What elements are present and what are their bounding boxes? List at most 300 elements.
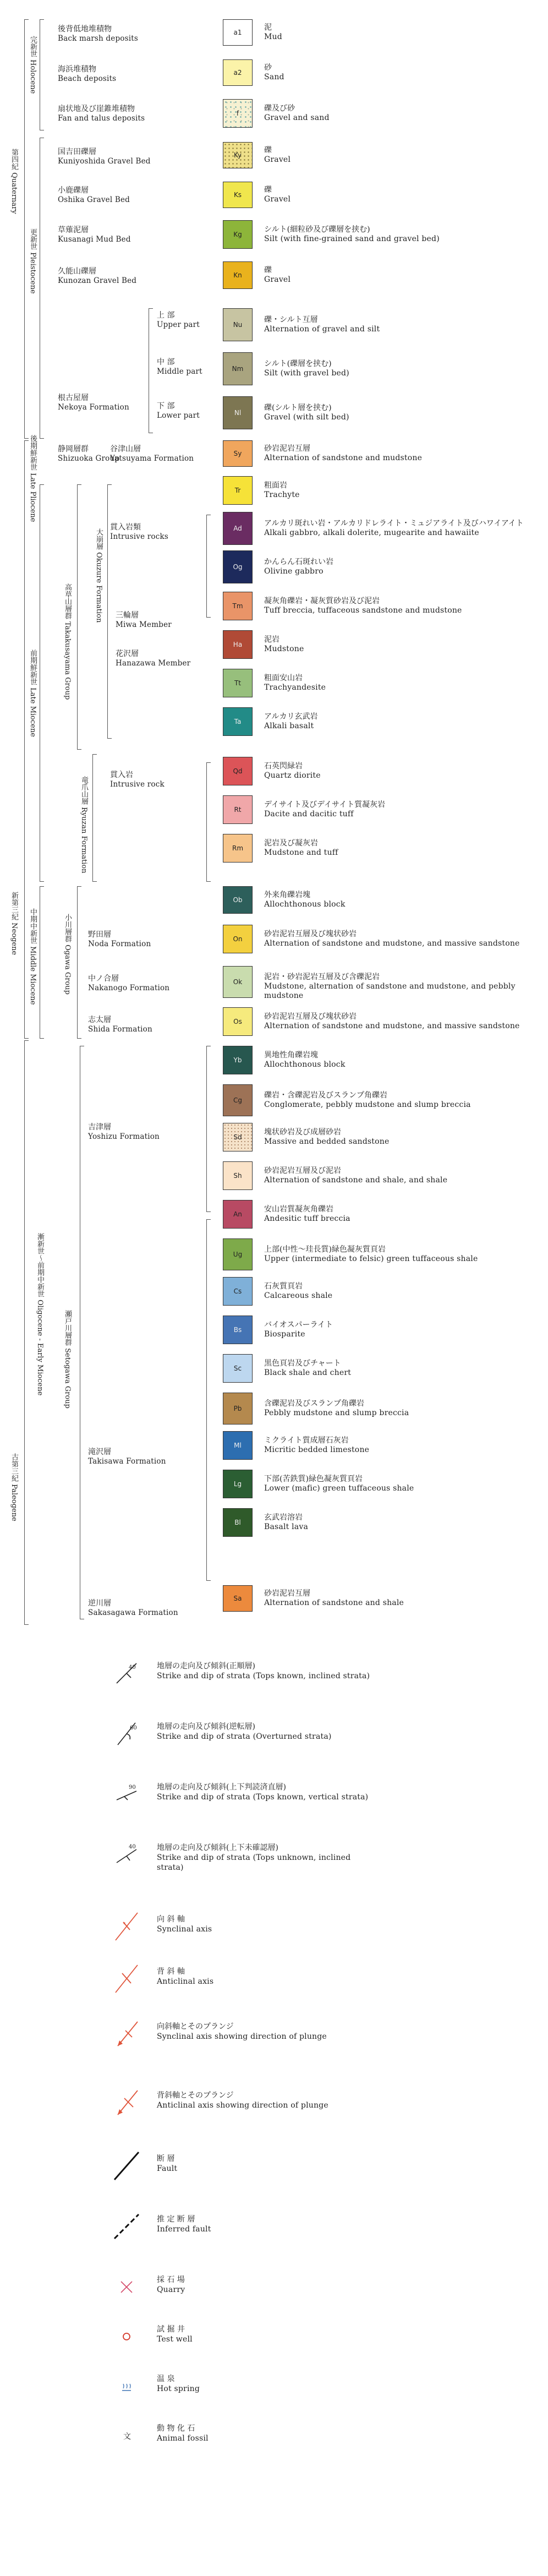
legend-description [264,674,326,692]
swatch-symbol: Pb [233,1405,242,1412]
symbol-label-jp: 地層の走向及び傾斜(上下判読済直層) [157,1783,286,1792]
symbol-label [157,2154,377,2174]
swatch-symbol: Kn [233,271,242,279]
legend-description [264,444,422,463]
description-en: Alternation of sandstone and shale [264,1598,404,1607]
symbol-label-en: Strike and dip of strata (Tops known, inclined strata) [157,1672,370,1680]
symbol-label [157,2214,377,2234]
description-jp: 安山岩質凝灰角礫岩 [264,1205,333,1214]
legend-description [264,104,330,123]
unit-name: 扇状地及び崖錐堆積物 Fan and talus deposits [58,105,145,123]
unit-name-yatsuyama: 谷津山層 Yatsuyama Formation [110,445,194,463]
strike-dip-vertical-icon [110,1778,143,1811]
legend-description [264,973,539,1001]
symbol-label [157,2091,377,2110]
legend-swatch [223,707,253,736]
unit-name: 久能山礫層 Kunozan Gravel Bed [58,267,137,285]
description-jp: 下部(苦鉄質)緑色凝灰質頁岩 [264,1475,363,1483]
symbol-label [157,2324,377,2344]
unit-name: 逆川層 Sakasagawa Formation [88,1599,178,1617]
symbol-label [157,2022,377,2042]
unit-name: 上 部 Upper part [157,311,200,329]
legend-description [264,1051,346,1069]
legend-swatch [223,966,253,998]
description-jp: 黒色頁岩及びチャート [264,1359,341,1368]
legend-description [264,225,440,244]
description-jp: 砂岩泥岩互層及び塊状砂岩 [264,930,357,938]
description-jp: 上部(中性〜珪長質)緑色凝灰質頁岩 [264,1245,386,1254]
description-jp: 砂 [264,63,272,72]
swatch-symbol: Qd [233,767,243,775]
description-en: Sand [264,73,284,81]
swatch-symbol: Tt [234,679,242,687]
unit-name: 後背低地堆積物 Back marsh deposits [58,25,139,43]
symbol-label [157,1967,377,1986]
legend-swatch [223,757,253,785]
unit-name: 草薙泥層 Kusanagi Mud Bed [58,226,131,244]
unit-name: 貫入岩 Intrusive rock [110,771,165,789]
legend-swatch [223,1354,253,1383]
unit-name-shizuoka: 静岡層群 Shizuoka Group [58,445,120,463]
description-jp: かんらん石斑れい岩 [264,558,333,566]
description-jp: 泥岩 [264,635,280,644]
symbol-label [157,2275,377,2295]
swatch-symbol: Tm [232,602,243,610]
swatch-symbol: Rm [232,844,244,852]
symbol-label-en: Inferred fault [157,2225,211,2234]
description-en: Alternation of sandstone and mudstone, and massive sandstone [264,1022,520,1030]
symbol-label [157,1722,377,1742]
legend-description [264,1399,409,1418]
legend-swatch [223,1316,253,1344]
legend-description [264,1012,539,1031]
legend-description [264,1475,414,1493]
swatch-symbol: Cs [233,1287,242,1295]
description-jp: 玄武岩溶岩 [264,1513,303,1522]
symbol-label [157,1914,377,1934]
legend-description [264,1205,350,1224]
swatch-symbol: Ta [234,718,242,725]
description-en: Alternation of sandstone and shale, and shale [264,1176,448,1185]
legend-description [264,930,539,948]
unit-name: 貫入岩類 Intrusive rocks [110,523,169,541]
swatch-symbol: Ks [233,191,242,199]
symbol-label-en: Quarry [157,2285,185,2294]
symbol-label-jp: 地層の走向及び傾斜(正順層) [157,1662,255,1671]
unit-name: 三輪層 Miwa Member [116,611,172,629]
symbol-label-jp: 採 石 場 [157,2275,185,2284]
swatch-symbol: Ok [233,978,243,986]
legend-description [264,1320,333,1339]
description-en: Andesitic tuff breccia [264,1214,350,1223]
synclinal-axis-icon [110,1910,143,1943]
unit-name: 中ノ合層 Nakanogo Formation [88,974,170,992]
description-en: Black shale and chert [264,1368,352,1377]
formation-ryuzan: 竜爪山層 Ryuzan Formation [80,776,88,874]
legend-swatch [223,1084,253,1116]
anticline-plunge-icon [110,2086,143,2119]
legend-description [264,712,317,731]
syncline-plunge-icon [110,2017,143,2050]
symbol-label-jp: 向 斜 軸 [157,1915,185,1924]
svg-text:40: 40 [129,1844,136,1850]
symbol-label-jp: 試 掘 井 [157,2325,185,2334]
legend-swatch [223,1431,253,1460]
swatch-symbol: Yb [233,1056,242,1064]
description-jp: 凝灰角礫岩・凝灰質砂岩及び泥岩 [264,597,380,605]
swatch-symbol: Ad [233,525,242,532]
description-en: Olivine gabbro [264,567,324,576]
legend-swatch [223,925,253,953]
description-en: Lower (mafic) green tuffaceous shale [264,1484,414,1493]
description-en: Massive and bedded sandstone [264,1137,390,1146]
legend-description [264,519,539,538]
symbol-label-en: Strike and dip of strata (Tops known, vertical strata) [157,1793,369,1802]
nekoya-bracket [149,308,153,433]
symbol-label-en: Anticlinal axis showing direction of plunge [157,2101,328,2110]
legend-description [264,891,346,909]
swatch-symbol: Nm [232,365,244,373]
animal-fossil-icon [110,2419,143,2452]
strike-dip-overturned-icon [110,1717,143,1750]
era-holocene: 完新世 Holocene [29,36,37,94]
unit-name: 海浜堆積物 Beach deposits [58,65,117,83]
description-jp: シルト(礫層を挟む) [264,359,332,368]
legend-description [264,1245,539,1264]
legend-swatch [223,1007,253,1036]
legend-description [264,1513,308,1532]
legend-swatch [223,795,253,824]
description-en: Mudstone [264,645,304,653]
intrusive-bracket [206,515,211,618]
legend-swatch [223,19,253,46]
swatch-symbol: Rt [234,806,242,814]
description-jp: ミクライト質成層石灰岩 [264,1436,349,1445]
description-en: Alkali basalt [264,722,314,730]
description-en: Calcareous shale [264,1291,333,1300]
legend-description [264,1282,332,1301]
description-jp: 粗面安山岩 [264,674,303,683]
paleogene-bracket [24,1040,29,1625]
legend-description [264,315,380,334]
description-jp: 塊状砂岩及び成層砂岩 [264,1128,341,1137]
era-pleistocene: 更新世 Pleistocene [29,228,37,294]
symbol-label-jp: 背斜軸とそのプランジ [157,2091,234,2100]
description-en: Gravel (with silt bed) [264,413,349,422]
swatch-symbol: Ob [233,896,243,904]
legend-swatch [223,440,253,467]
description-jp: 外来角礫岩塊 [264,891,310,899]
legend-description [264,481,300,500]
legend-description [264,1436,369,1455]
legend-swatch [223,592,253,620]
unit-name: 吉津層 Yoshizu Formation [88,1123,160,1141]
legend-description [264,1128,389,1147]
formation-okuzure: 大崩層 Okuzure Formation [95,528,103,623]
era-neogene: 新第三紀 Neogene [10,892,18,956]
description-en: Silt (with gravel bed) [264,369,349,378]
description-jp: アルカリ斑れい岩・アルカリドレライト・ミュジアライト及びハワイアイト [264,519,524,528]
description-jp: アルカリ玄武岩 [264,712,318,721]
description-en: Conglomerate, pebbly mudstone and slump breccia [264,1100,471,1109]
ryuzan-bracket [92,754,97,882]
swatch-symbol: Nu [233,321,243,329]
era-late-pliocene: 後期鮮新世 Late Pliocene [29,435,37,522]
swatch-symbol: Sc [233,1365,242,1372]
description-jp: 泥 [264,23,272,32]
era-paleogene: 古第三紀 Paleogene [10,1453,18,1521]
svg-text:60: 60 [130,1725,137,1731]
description-jp: 石灰質頁岩 [264,1282,303,1291]
swatch-symbol: Sa [233,1595,242,1602]
swatch-symbol: Sd [233,1133,242,1141]
swatch-symbol: Kg [233,231,242,238]
unit-name: 野田層 Noda Formation [88,930,151,948]
description-jp: 砂岩泥岩互層 [264,1589,310,1598]
description-en: Quartz diorite [264,771,321,780]
hot-spring-icon [110,2370,143,2403]
symbol-label-en: Strike and dip of strata (Overturned strata) [157,1732,332,1741]
description-en: Alternation of gravel and silt [264,325,380,334]
unit-name: 小鹿礫層 Oshika Gravel Bed [58,186,130,204]
description-en: Tuff breccia, tuffaceous sandstone and mudstone [264,606,462,615]
description-en: Alternation of sandstone and mudstone [264,454,423,462]
symbol-label-jp: 地層の走向及び傾斜(逆転層) [157,1722,255,1731]
strike-dip-inclined-icon [110,1657,143,1690]
yoshizu-bracket [206,1046,211,1212]
symbol-label [157,2374,377,2394]
swatch-symbol: Ug [233,1251,243,1258]
swatch-symbol: On [233,935,243,943]
legend-swatch [223,396,253,429]
description-jp: シルト(細粒砂及び礫層を挟む) [264,225,370,234]
swatch-symbol: f [236,110,239,117]
anticlinal-axis-icon [110,1962,143,1995]
description-en: Allochthonous block [264,900,346,909]
ryuzan-sub-bracket [206,762,211,882]
legend-swatch [223,1508,253,1537]
middle-miocene-bracket [40,886,44,1039]
legend-description [264,23,282,42]
legend-swatch [223,1161,253,1190]
early-pliocene-bracket [40,484,44,882]
description-en: Dacite and dacitic tuff [264,810,354,818]
description-jp: 礫及び砂 [264,104,295,113]
swatch-symbol: Cg [233,1096,242,1104]
symbol-label-en: Animal fossil [157,2434,209,2443]
fault-icon [110,2149,143,2182]
legend-swatch [223,308,253,341]
description-jp: 泥岩・砂岩泥岩互層及び含礫泥岩 [264,973,380,981]
unit-name: 国吉田礫層 Kuniyoshida Gravel Bed [58,148,151,166]
symbol-label-jp: 断 層 [157,2154,175,2163]
swatch-symbol: Ml [234,1442,242,1449]
unit-name: 中 部 Middle part [157,358,202,376]
legend-description [264,839,338,858]
legend-description [264,1091,471,1110]
description-en: Allochthonous block [264,1060,346,1069]
legend-swatch [223,220,253,249]
legend-description [264,800,385,819]
swatch-symbol: Bl [234,1519,241,1526]
description-en: Silt (with fine-grained sand and gravel bed) [264,234,440,243]
legend-swatch [223,182,253,208]
description-en: Trachyte [264,490,300,499]
legend-swatch [223,550,253,583]
pleistocene-bracket [40,138,44,439]
description-en: Mudstone and tuff [264,848,338,857]
legend-swatch [223,1277,253,1306]
description-en: Gravel [264,275,291,284]
swatch-symbol: Ky [233,151,242,159]
legend-description [264,1166,447,1185]
swatch-symbol: Og [233,563,243,571]
symbol-label-en: Anticlinal axis [157,1977,214,1986]
era-middle-miocene: 中期中新世 Middle Miocene [29,908,37,1005]
description-jp: 石英閃緑岩 [264,762,303,771]
description-en: Gravel and sand [264,113,330,122]
description-jp: 礫岩・含礫泥岩及びスランプ角礫岩 [264,1091,387,1100]
legend-swatch [223,512,253,545]
legend-description [264,63,284,82]
legend-swatch [223,1393,253,1425]
legend-description [264,1589,404,1608]
symbol-label-jp: 動 物 化 石 [157,2424,195,2433]
swatch-symbol: Sh [233,1172,242,1180]
description-jp: デイサイト及びデイサイト質凝灰岩 [264,800,386,809]
legend-swatch [223,476,253,505]
description-en: Trachyandesite [264,683,326,692]
legend-description [264,762,321,781]
description-jp: 砂岩泥岩互層及び泥岩 [264,1166,341,1175]
legend-description [264,266,291,285]
legend-swatch [223,1585,253,1612]
legend-swatch [223,1200,253,1229]
symbol-label-jp: 推 定 断 層 [157,2215,195,2224]
swatch-symbol: Sy [233,450,242,457]
legend-description [264,597,462,615]
description-en: Micritic bedded limestone [264,1445,370,1454]
takakusayama-bracket [77,484,81,750]
symbol-label-en: Test well [157,2335,193,2344]
legend-swatch [223,59,253,86]
description-jp: バイオスパーライト [264,1320,333,1329]
legend-description [264,635,304,654]
quarry-icon [110,2271,143,2304]
swatch-symbol: a1 [233,29,242,36]
symbol-label-en: Synclinal axis [157,1925,212,1934]
setogawa-bracket [80,1046,84,1619]
symbol-label [157,2424,377,2443]
description-en: Mud [264,32,282,41]
legend-description [264,403,349,422]
legend-swatch [223,1470,253,1498]
group-takakusayama: 高草山層群 Takakusayama Group [63,583,72,700]
description-jp: 礫・シルト互層 [264,315,318,324]
description-jp: 礫 [264,146,272,155]
description-jp: 異地性角礫岩塊 [264,1051,318,1060]
neogene-bracket [24,440,29,1039]
symbol-label-jp: 地層の走向及び傾斜(上下未確認層) [157,1843,278,1852]
legend-swatch [223,1238,253,1270]
svg-text:90: 90 [129,1784,136,1791]
description-en: Basalt lava [264,1522,308,1531]
group-setogawa: 瀬戸川層群 Setogawa Group [63,1310,72,1409]
unit-name: 志太層 Shida Formation [88,1016,152,1034]
strike-dip-unknown-icon [110,1838,143,1871]
unit-name-nekoya: 根古屋層 Nekoya Formation [58,394,129,412]
symbol-label-en: Fault [157,2164,178,2173]
symbol-label-jp: 背 斜 軸 [157,1967,185,1976]
ogawa-bracket [77,886,81,1039]
unit-name: 滝沢層 Takisawa Formation [88,1448,166,1466]
takisawa-bracket [206,1219,211,1581]
unit-name: 花沢層 Hanazawa Member [116,650,191,668]
symbol-label [157,1661,377,1681]
group-ogawa: 小川層群 Ogawa Group [63,914,72,995]
legend-swatch [223,886,253,914]
description-en: Biosparite [264,1330,305,1339]
svg-text:文: 文 [123,2432,131,2441]
legend-swatch [223,630,253,659]
legend-swatch [223,261,253,289]
description-jp: 粗面岩 [264,481,287,490]
legend-description [264,146,291,165]
legend-description [264,558,333,576]
svg-text:40: 40 [129,1664,136,1671]
era-oligocene-miocene: 漸新世〜前期中新世 Oligocene - Early Miocene [36,1233,44,1396]
legend-swatch [223,1123,253,1151]
symbol-label-jp: 温 泉 [157,2375,175,2383]
symbol-label-en: Synclinal axis showing direction of plunge [157,2032,327,2041]
symbol-label-en: Hot spring [157,2384,200,2393]
swatch-symbol: a2 [233,69,242,77]
description-en: Mudstone, alternation of sandstone and mudstone, and pebbly mudstone [264,982,516,1000]
swatch-symbol: Tr [234,487,241,494]
description-jp: 礫 [264,266,272,275]
legend-description [264,185,291,204]
description-en: Alternation of sandstone and mudstone, and massive sandstone [264,939,520,948]
swatch-symbol: Lg [233,1480,242,1488]
unit-name: 下 部 Lower part [157,402,200,420]
era-quaternary: 第四紀 Quaternary [10,149,18,214]
inferred-fault-icon [110,2210,143,2243]
description-en: Alkali gabbro, alkali dolerite, mugearite and hawaiite [264,528,479,537]
swatch-symbol: Nl [234,409,242,417]
swatch-symbol: An [233,1210,242,1218]
swatch-symbol: Os [233,1018,242,1025]
description-en: Gravel [264,195,291,204]
legend-swatch [223,99,253,128]
legend-description [264,359,349,378]
symbol-label-jp: 向斜軸とそのプランジ [157,2022,234,2031]
description-en: Pebbly mudstone and slump breccia [264,1409,409,1417]
description-en: Upper (intermediate to felsic) green tuffaceous shale [264,1254,478,1263]
test-well-icon [110,2320,143,2353]
legend-swatch [223,142,253,168]
swatch-symbol: Ha [233,641,243,648]
description-jp: 礫 [264,185,272,194]
legend-swatch [223,669,253,697]
description-jp: 砂岩泥岩互層及び塊状砂岩 [264,1012,357,1021]
legend-description [264,1359,351,1378]
era-early-pliocene: 前期鮮新世 Late Miocene [29,650,37,737]
description-jp: 砂岩泥岩互層 [264,444,310,453]
description-en: Gravel [264,155,291,164]
quaternary-bracket [24,19,29,439]
legend-swatch [223,1046,253,1074]
swatch-symbol: Bs [233,1326,242,1334]
